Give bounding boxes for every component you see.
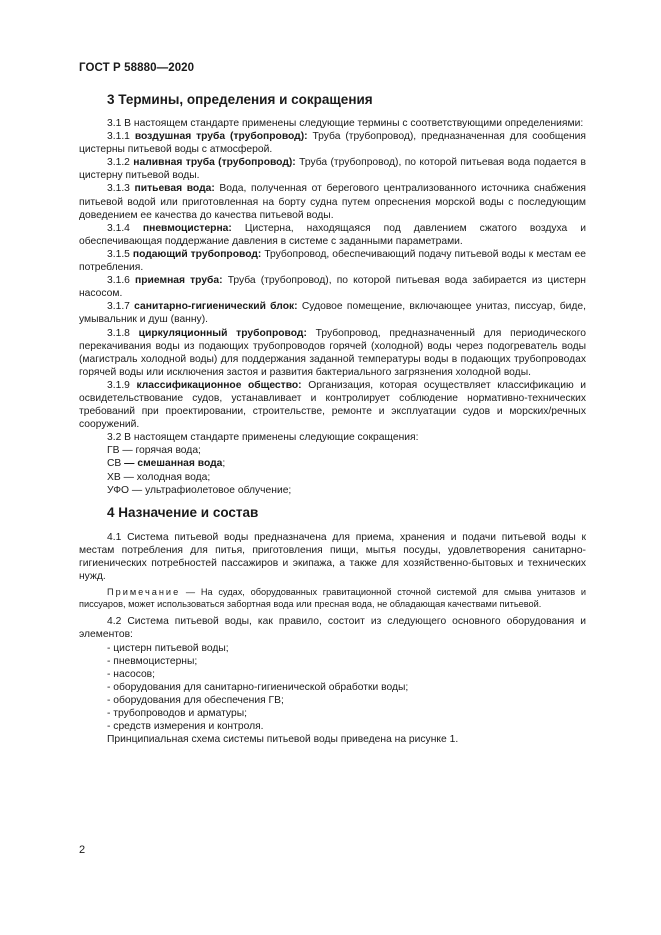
abbreviation: УФО <box>107 484 130 496</box>
term-definition <box>79 379 586 431</box>
note-label: Примечание <box>107 587 181 598</box>
closing-paragraph: Принципиальная схема системы питьевой воды приведена на рисунке 1. <box>107 734 459 746</box>
term-definition <box>79 156 586 182</box>
term-text: Труба (трубопровод), по которой питьевая вода забирается из цистерн насосом. <box>79 275 586 300</box>
term-text: Организация, которая осуществляет классификацию и освидетельствование судов, устанавливает и контролирует соблюдение нормативно-технических требований при проектировании, строительстве, ремонте и эксплуатации судов и морских/речных сооружений. <box>79 379 586 431</box>
abbreviation-tail: ; <box>222 458 226 470</box>
abbreviations-intro: 3.2 В настоящем стандарте применены следующие сокращения: <box>107 432 419 444</box>
term-number: 3.1.8 <box>107 327 130 339</box>
section-3-body <box>79 117 586 497</box>
page-header: ГОСТ Р 58880—2020 <box>79 62 195 74</box>
list-item: - насосов; <box>107 668 156 680</box>
term-definition <box>79 300 586 326</box>
note <box>79 587 586 610</box>
term-number: 3.1.1 <box>107 131 130 143</box>
list-item: - средств измерения и контроля. <box>107 721 264 733</box>
note-text: — На судах, оборудованных гравитационной сточной системой для смыва унитазов и писсуаров, может использоваться забортная вода или пресная вода, не обладающая качествами питьевой. <box>79 587 586 609</box>
abbreviation-separator: — <box>119 445 136 457</box>
terms-intro: 3.1 В настоящем стандарте применены следующие термины с соответствующими определениями: <box>107 118 584 129</box>
term-name: циркуляционный трубопровод: <box>138 327 307 339</box>
paragraph-4-2: 4.2 Система питьевой воды, как правило, состоит из следующего основного оборудования и элементов: <box>79 616 586 641</box>
term-text: Трубопровод, обеспечивающий подачу питьевой воды к местам ее потребления. <box>79 248 586 274</box>
term-text: Судовое помещение, включающее унитаз, писсуар, биде, умывальник и душ (ванну). <box>79 301 586 326</box>
abbreviation-item <box>79 471 586 484</box>
page-number: 2 <box>79 844 86 856</box>
term-number: 3.1.5 <box>107 248 130 260</box>
term-name: воздушная труба (трубопровод): <box>134 131 308 143</box>
term-number: 3.1.3 <box>107 183 130 195</box>
abbreviation-text: смешанная вода <box>137 458 223 470</box>
abbreviation-item <box>79 444 586 457</box>
abbreviation-text: ультрафиолетовое облучение; <box>145 484 292 496</box>
term-definition <box>79 222 586 248</box>
term-number: 3.1.9 <box>107 379 130 391</box>
term-number: 3.1.4 <box>107 222 130 234</box>
abbreviation-separator: — <box>121 458 138 470</box>
abbreviation-item <box>79 457 586 470</box>
term-definition <box>79 130 586 156</box>
term-number: 3.1.7 <box>107 301 130 313</box>
term-name: приемная труба: <box>135 275 223 287</box>
abbreviation: ХВ <box>107 471 121 483</box>
list-item: - трубопроводов и арматуры; <box>107 708 247 720</box>
terms-list <box>79 130 586 431</box>
term-name: пневмоцистерна: <box>142 222 232 234</box>
abbreviations-list <box>79 444 586 496</box>
term-definition <box>79 248 586 274</box>
list-item: - пневмоцистерны; <box>107 655 198 667</box>
paragraph-4-1: 4.1 Система питьевой воды предназначена для приема, хранения и подачи питьевой воды к местам потребления для питья, приготовления пищи, мытья посуды, удовлетворения санитарно-гигиенических потребностей пассажиров и экипажа, а также для хозяйственно-бытовых и технических нужд. <box>79 532 586 583</box>
term-text: Труба (трубопровод), по которой питьевая вода подается в цистерну питьевой воды. <box>79 157 586 182</box>
abbreviation-item <box>79 484 586 497</box>
term-definition <box>79 327 586 379</box>
term-definition <box>79 274 586 300</box>
abbreviation-text: горячая вода; <box>135 445 201 457</box>
term-name: санитарно-гигиенический блок: <box>134 301 298 313</box>
term-name: подающий трубопровод: <box>132 248 262 260</box>
term-name: наливная труба (трубопровод): <box>133 157 296 169</box>
term-text: Вода, полученная от берегового централизованного источника снабжения питьевой водой или приготовленная на борту судна путем опреснения морской воды с последующим доведением ее качества до качества питьевой воды. <box>79 183 586 221</box>
abbreviation-text: холодная вода; <box>136 471 211 483</box>
term-name: классификационное общество: <box>136 379 302 391</box>
abbreviation-separator: — <box>129 484 146 496</box>
term-definition <box>79 182 586 221</box>
components-list <box>79 642 586 734</box>
section-4-body <box>79 531 586 746</box>
section-4-title: 4 Назначение и состав <box>107 505 259 520</box>
section-3-title: 3 Термины, определения и сокращения <box>107 92 373 107</box>
abbreviation: СВ <box>107 458 122 470</box>
list-item: - оборудования для обеспечения ГВ; <box>107 694 284 706</box>
list-item: - цистерн питьевой воды; <box>107 642 229 654</box>
term-number: 3.1.2 <box>107 157 130 169</box>
term-text: Трубопровод, предназначенный для периодического перекачивания воды из подающих трубопроводов горячей (холодной) воды через подогреватель воды (магистраль холодной воды) для поддержания заданной температуры воды в подающих трубопроводах горячей воды или исключения застоя и развития бактериального загрязнения холодной воды. <box>79 327 586 378</box>
term-text: Труба (трубопровод), предназначенная для сообщения цистерны питьевой воды с атмосферой. <box>79 131 586 156</box>
term-text: Цистерна, находящаяся под давлением сжатого воздуха и обеспечивающая поддержание давления в системе с заданными параметрами. <box>79 222 586 247</box>
term-number: 3.1.6 <box>107 275 130 287</box>
list-item: - оборудования для санитарно-гигиенической обработки воды; <box>107 681 409 693</box>
abbreviation: ГВ <box>107 445 120 457</box>
term-name: питьевая вода: <box>134 183 215 195</box>
abbreviation-separator: — <box>120 471 137 483</box>
